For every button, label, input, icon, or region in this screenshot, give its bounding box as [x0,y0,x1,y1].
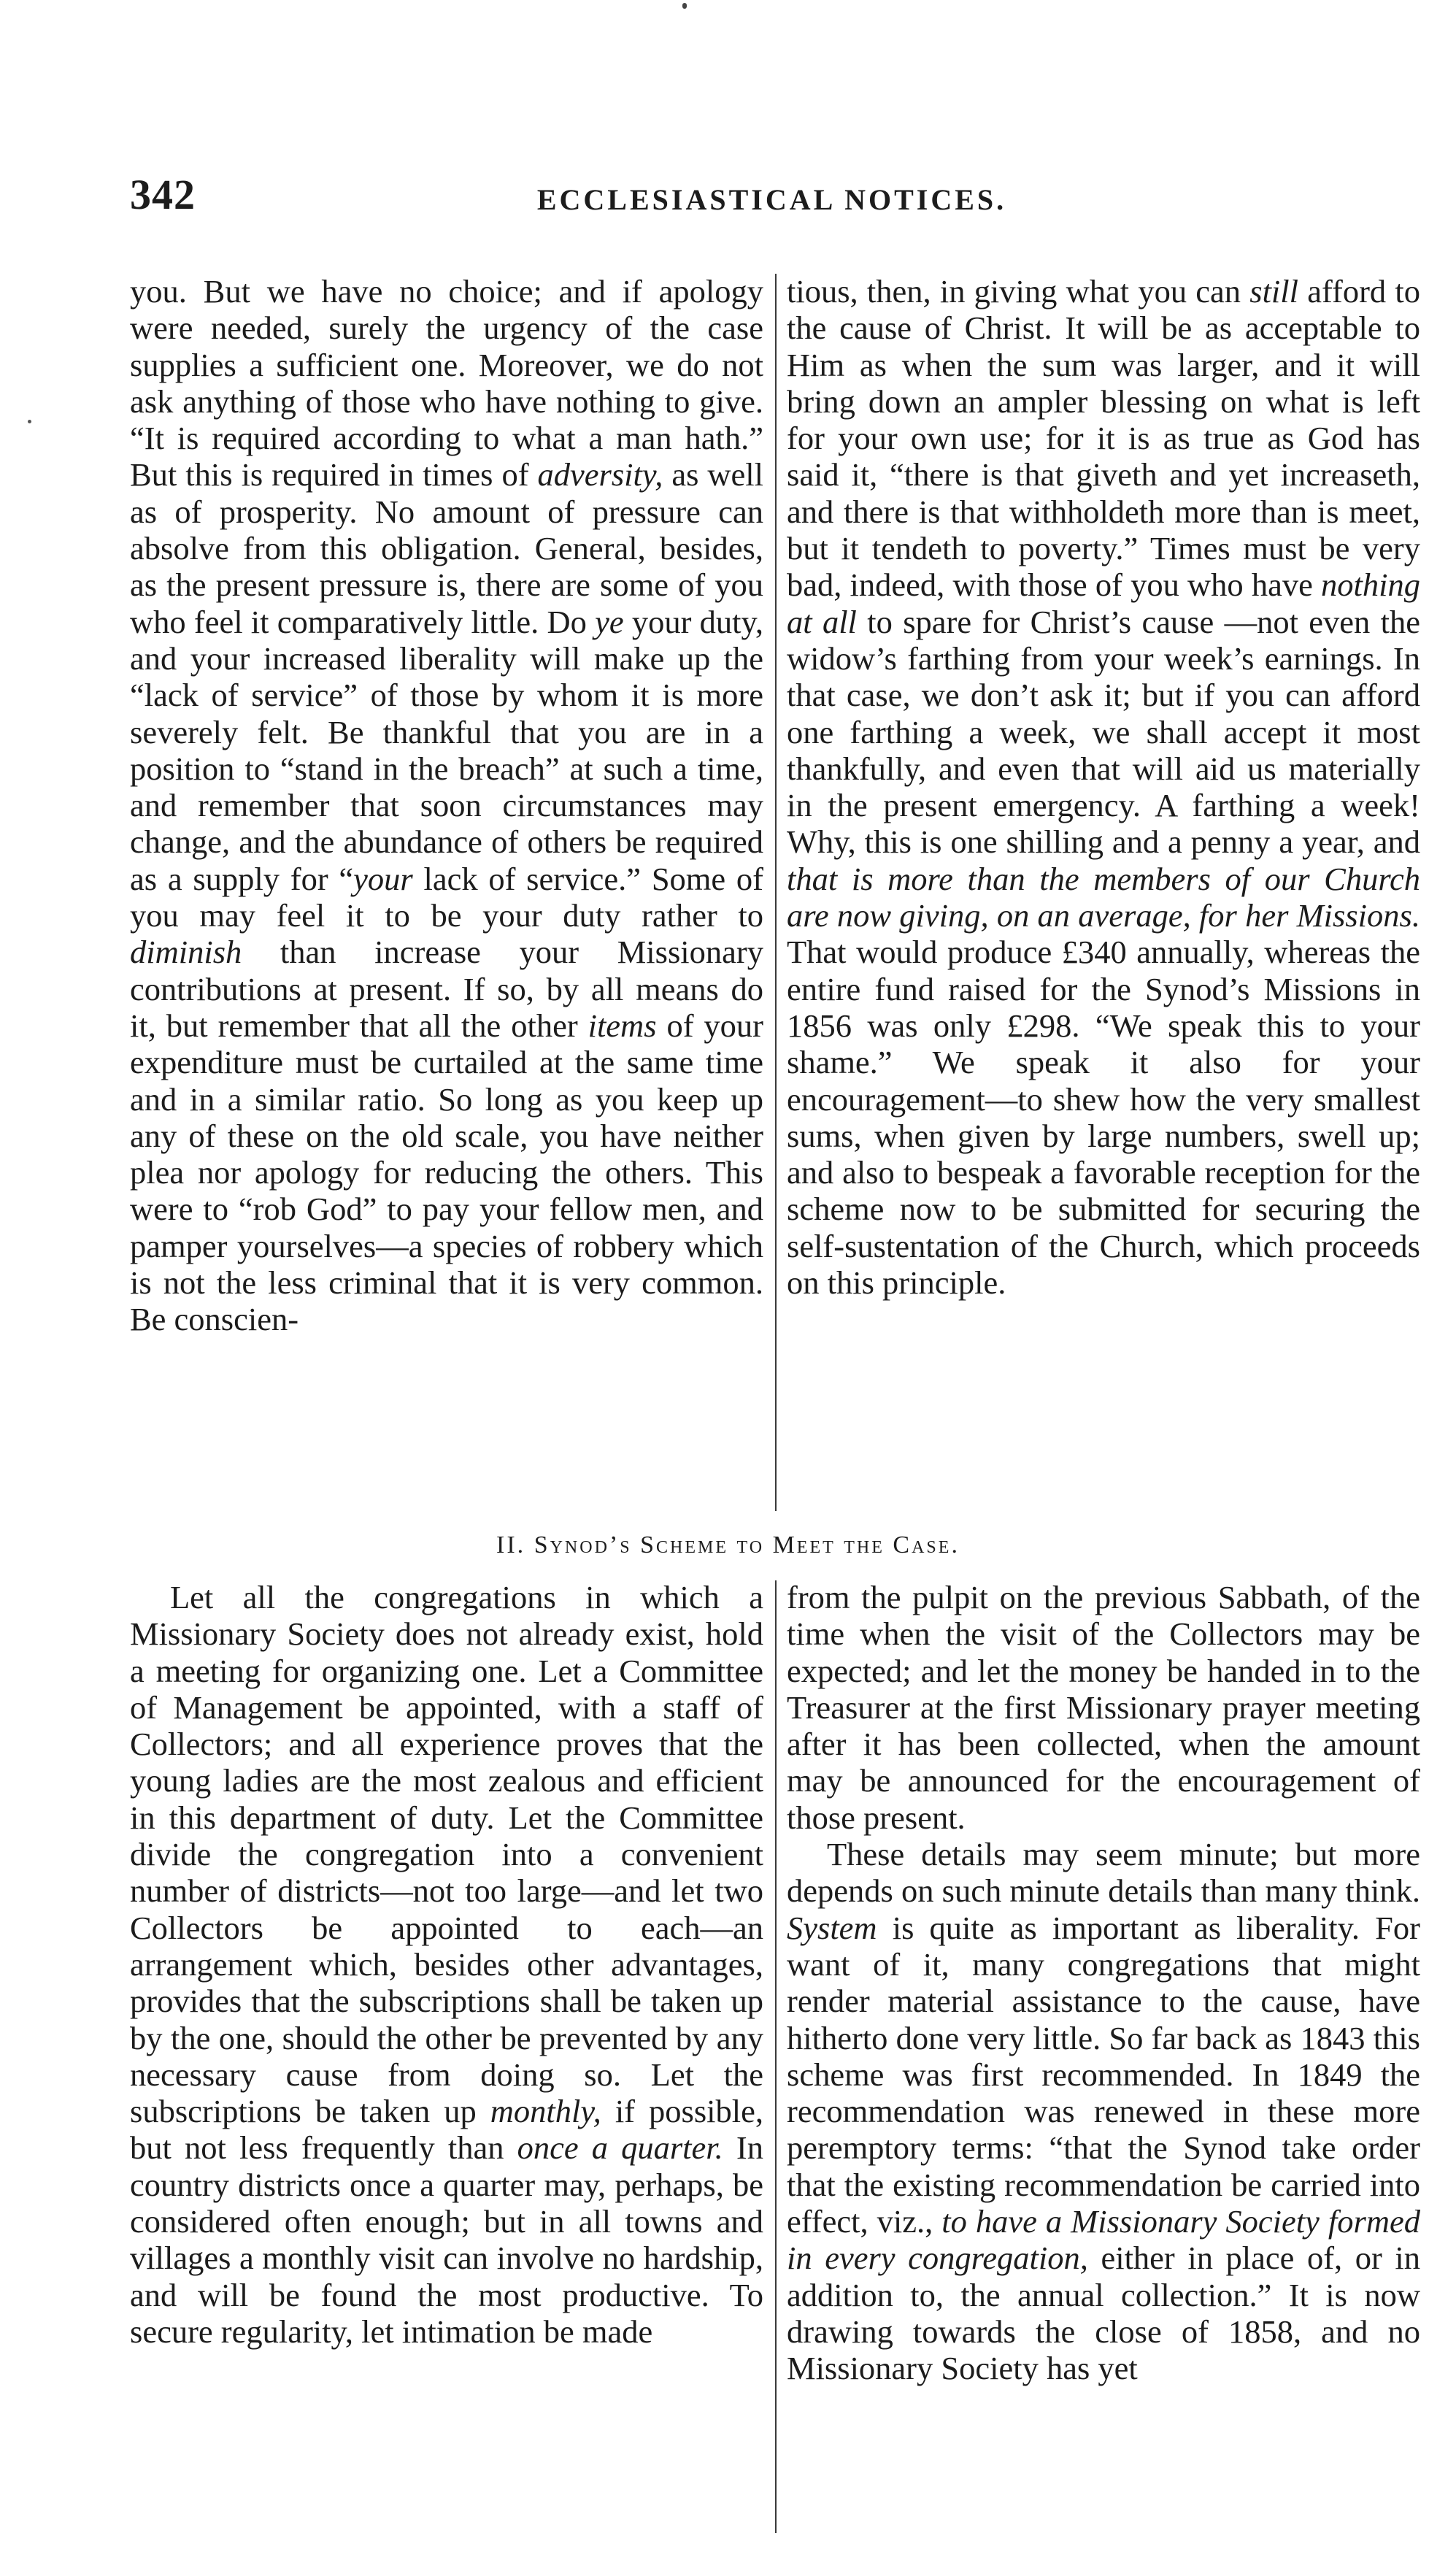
paragraph-system-details: These details may seem minute; but more depends on such minute details than many think. System is quite as important as liberality. For want of it, many congregations that might render material assistance to the cause, have hitherto done very little. So far back as 1843 this scheme was first recommended. In 1849 the recommendation was renewed in these more peremptory terms: “that the Synod take order that the existing recommendation be carried into effect, viz., to have a Missionary Society formed in every congregation, either in place of, or in addition to, the annual collection.” It is now drawing towards the close of 1858, and no Missionary Society has yet [787,1836,1420,2387]
paragraph-collection-procedure: from the pulpit on the previous Sabbath, of the time when the visit of the Collectors may be expected; and let the money be handed in to the Treasurer at the first Missionary prayer meeting after it has been collected, when the amount may be announced for the encouragement of those present. [787,1579,1420,1836]
paragraph-appeal-continued: you. But we have no choice; and if apology were needed, surely the urgency of the case supplies a sufficient one. Moreover, we do not ask anything of those who have nothing to give. “It is required according to what a man hath.” But this is required in times of adversity, as well as of prosperity. No amount of pressure can absolve from this obligation. General, besides, as the present pressure is, there are some of you who feel it comparatively little. Do ye your duty, and your increased liberality will make up the “lack of service” of those by whom it is more severely felt. Be thankful that you are in a position to “stand in the breach” at such a time, and remember that soon circumstances may change, and the abundance of others be required as a supply for “your lack of service.” Some of you may feel it to be your duty rather to diminish than increase your Missionary contributions at present. If so, by all means do it, but remember that all the other items of your expenditure must be curtailed at the same time and in a similar ratio. So long as you keep up any of these on the old scale, you have neither plea nor apology for reducing the others. This were to “rob God” to pay your fellow men, and pamper yourselves—a species of robbery which is not the less criminal that it is very common. Be conscien- [130,273,764,1338]
column-top-right [787,273,1420,1301]
column-divider-bottom [775,1580,777,2533]
running-head: ECCLESIASTICAL NOTICES. [536,183,1007,216]
paragraph-missionary-society: Let all the congregations in which a Missionary Society does not already exist, hold a meeting for organizing one. Let a Committee of Management be appointed, with a staff of Collectors; and all experience proves that the young ladies are the most zealous and efficient in this department of duty. Let the Committee divide the congregation into a convenient number of districts—not too large—and let two Collectors be appointed to each—an arrangement which, besides other advantages, provides that the subscriptions shall be taken up by the one, should the other be prevented by any necessary cause from doing so. Let the subscriptions be taken up monthly, if possible, but not less frequently than once a quarter. In country districts once a quarter may, perhaps, be considered often enough; but in all towns and villages a monthly visit can involve no hardship, and will be found the most productive. To secure regularity, let intimation be made [130,1579,763,2350]
column-divider-top [775,274,777,1511]
paragraph-farthing-a-week: tious, then, in giving what you can still afford to the cause of Christ. It will be as acceptable to Him as when the sum was larger, and it will bring down an ampler blessing on what is left for your own use; for it is as true as God has said it, “there is that giveth and yet increaseth, and there is that withholdeth more than is meet, but it tendeth to poverty.” Times must be very bad, indeed, with those of you who have nothing at all to spare for Christ’s cause —not even the widow’s farthing from your week’s earnings. In that case, we don’t ask it; but if you can afford one farthing a week, we shall accept it most thankfully, and even that will aid us materially in the present emergency. A farthing a week! Why, this is one shilling and a penny a year, and that is more than the members of our Church are now giving, on an average, for her Missions. That would produce £340 annually, whereas the entire fund raised for the Synod’s Missions in 1856 was only £298. “We speak this to your shame.” We speak it also for your encouragement—to shew how the very smallest sums, when given by large numbers, swell up; and also to bespeak a favorable reception for the scheme now to be submitted for securing the self-sustentation of the Church, which proceeds on this principle. [787,273,1421,1302]
section-heading: II. Synod’s Scheme to Meet the Case. [496,1531,960,1559]
ink-speck [682,3,687,9]
column-bottom-right [787,1579,1420,2387]
page-number: 342 [130,171,196,218]
column-bottom-left [130,1579,763,2350]
ink-dot [28,420,31,423]
column-top-left [130,273,763,1338]
